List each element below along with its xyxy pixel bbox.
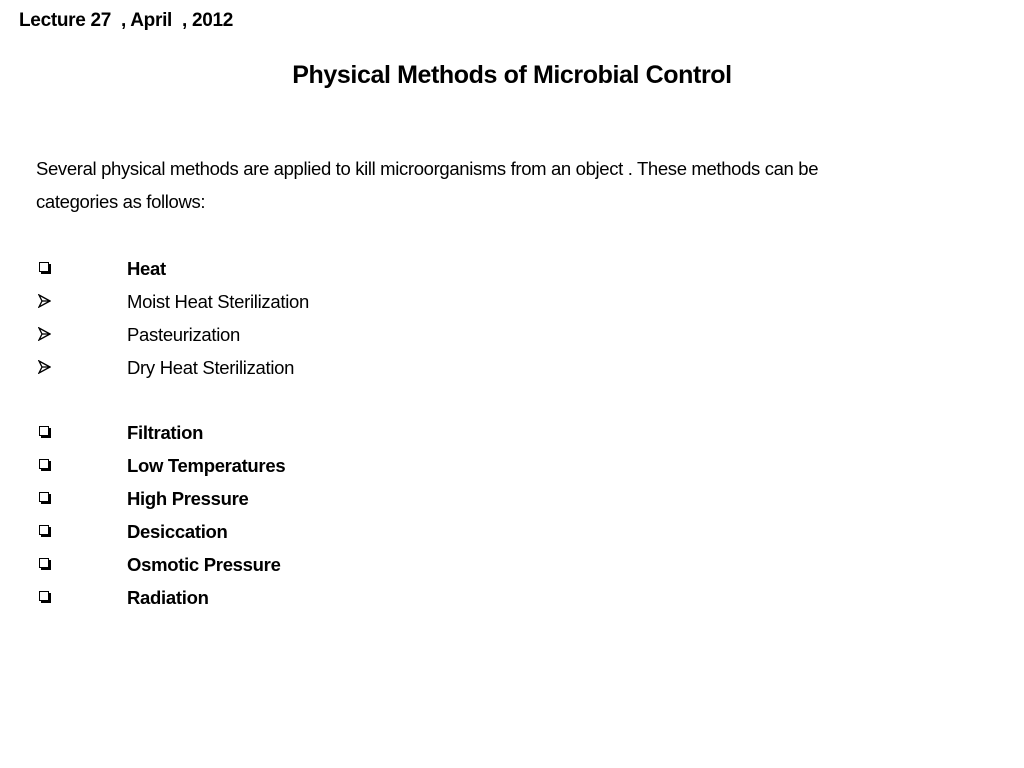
checkbox-square-icon xyxy=(39,558,49,568)
checkbox-square-icon xyxy=(39,492,49,502)
page-title: Physical Methods of Microbial Control xyxy=(292,61,732,89)
list-item-label: Low Temperatures xyxy=(127,455,286,476)
checkbox-square-icon xyxy=(39,262,49,272)
list-item-label: Pasteurization xyxy=(127,324,241,345)
list-item-label: Desiccation xyxy=(127,521,228,542)
intro-paragraph xyxy=(36,152,996,218)
list-item-label: Filtration xyxy=(127,422,204,443)
arrow-bullet-icon xyxy=(38,327,51,341)
list-item-label: High Pressure xyxy=(127,488,249,509)
arrow-bullet-icon xyxy=(38,360,51,374)
lecture-header: Lecture 27 , April , 2012 xyxy=(19,10,234,31)
list-item-label: Moist Heat Sterilization xyxy=(127,291,309,312)
checkbox-square-icon xyxy=(39,591,49,601)
checkbox-square-icon xyxy=(39,426,49,436)
list-item-label: Dry Heat Sterilization xyxy=(127,357,295,378)
checkbox-square-icon xyxy=(39,459,49,469)
intro-line-1: Several physical methods are applied to kill microorganisms from an object . These methods can be xyxy=(36,158,819,179)
checkbox-square-icon xyxy=(39,525,49,535)
list-item-label: Heat xyxy=(127,258,166,279)
list-item-label: Radiation xyxy=(127,587,209,608)
intro-line-2: categories as follows: xyxy=(36,191,206,212)
arrow-bullet-icon xyxy=(38,294,51,308)
list-item-label: Osmotic Pressure xyxy=(127,554,281,575)
